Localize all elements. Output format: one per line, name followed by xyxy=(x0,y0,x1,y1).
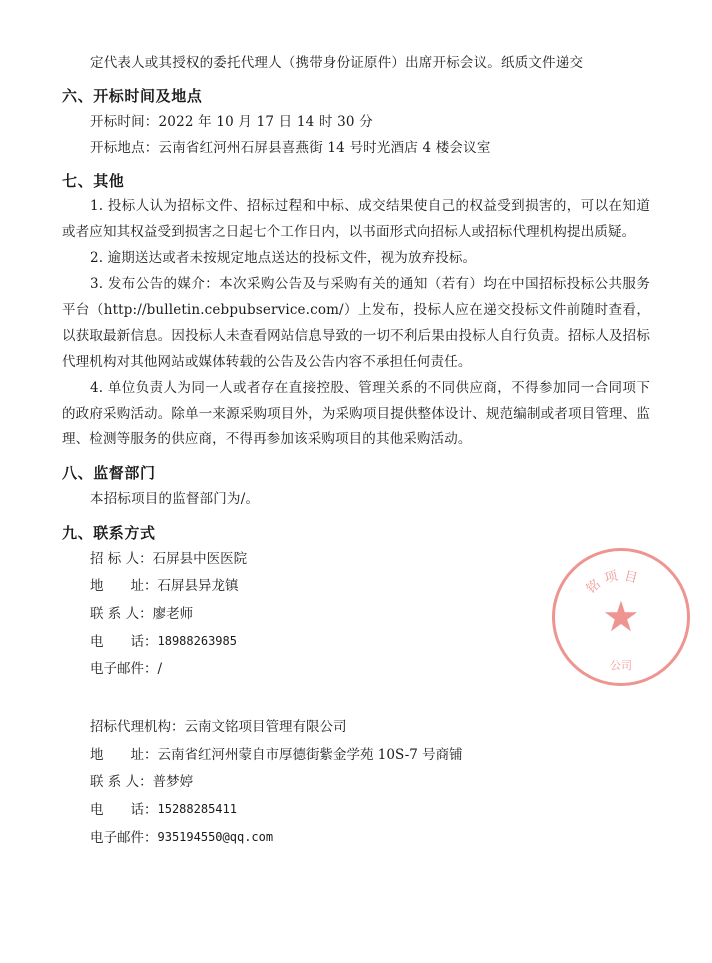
other-paragraph-3: 3. 发布公告的媒介：本次采购公告及与采购有关的通知（若有）均在中国招标投标公共服务平台（http://bulletin.cebpubservice.com/）上发布，投标人应在递交投标文件前随时查看，以获取最新信息。因投标人未查看网站信息导致的一切不利后果由投标人自行负责。招标人及招标代理机构对其他网站或媒体转载的公告及公告内容不承担任何责任。 xyxy=(62,275,650,370)
contact-value: 18988263985 xyxy=(157,633,237,648)
contact-row-tenderer-phone xyxy=(62,629,650,657)
contact-label: 地 址： xyxy=(90,746,158,763)
seal-char-3: 目 xyxy=(622,568,639,587)
bid-opening-place: 开标地点：云南省红河州石屏县喜燕街 14 号时光酒店 4 楼会议室 xyxy=(90,139,491,156)
supervision-department-text: 本招标项目的监督部门为/。 xyxy=(90,491,260,508)
contact-label: 电子邮件： xyxy=(90,829,158,846)
seal-bottom-text: 公司 xyxy=(610,659,632,672)
contact-row-tenderer-name xyxy=(62,546,650,574)
contact-label: 地 址： xyxy=(90,578,158,595)
contact-row-agency-phone xyxy=(62,797,650,825)
section-heading-6: 六、开标时间及地点 xyxy=(62,86,203,105)
contact-label: 电 话： xyxy=(90,633,158,650)
other-paragraph-2: 2. 逾期送达或者未按规定地点送达的投标文件，视为放弃投标。 xyxy=(90,250,477,267)
contact-value: 云南省红河州蒙自市厚德街紫金学苑 10S-7 号商铺 xyxy=(157,746,463,763)
section-heading-8: 八、监督部门 xyxy=(62,464,156,483)
contact-label: 联 系 人： xyxy=(90,605,153,622)
section-heading-7: 七、其他 xyxy=(62,172,125,191)
contact-row-agency-email xyxy=(62,825,650,853)
contact-label: 电子邮件： xyxy=(90,661,158,678)
seal-char-1: 铭 xyxy=(584,576,604,597)
contact-label: 招标代理机构： xyxy=(90,718,185,735)
other-paragraph-1: 1. 投标人认为招标文件、招标过程和中标、成交结果使自己的权益受到损害的，可以在知道或者应知其权益受到损害之日起七个工作日内，以书面形式向招标人或招标代理机构提出质疑。 xyxy=(62,198,650,241)
contact-value: 石屏县异龙镇 xyxy=(157,578,239,595)
contact-value: / xyxy=(157,661,163,678)
bid-opening-time: 开标时间：2022 年 10 月 17 日 14 时 30 分 xyxy=(90,113,373,130)
contact-row-tenderer-email xyxy=(62,656,650,684)
contact-label: 招 标 人： xyxy=(90,550,153,567)
contact-row-tenderer-person xyxy=(62,601,650,629)
seal-star-icon: ★ xyxy=(602,592,640,641)
contact-value: 云南文铭项目管理有限公司 xyxy=(184,718,347,735)
seal-char-2: 项 xyxy=(603,568,620,587)
continuation-paragraph: 定代表人或其授权的委托代理人（携带身份证原件）出席开标会议。纸质文件递交 xyxy=(90,55,584,71)
contact-label: 联 系 人： xyxy=(90,774,153,791)
contact-value: 石屏县中医医院 xyxy=(152,550,248,567)
contact-label: 电 话： xyxy=(90,802,158,818)
contact-value: 15288285411 xyxy=(157,802,237,816)
other-paragraph-4: 4. 单位负责人为同一人或者存在直接控股、管理关系的不同供应商，不得参加同一合同项下的政府采购活动。除单一来源采购项目外，为采购项目提供整体设计、规范编制或者项目管理、监理、检测等服务的供应商，不得再参加该采购项目的其他采购活动。 xyxy=(62,379,650,448)
contact-row-agency-address xyxy=(62,742,650,770)
contact-value: 普梦婷 xyxy=(152,774,194,791)
contact-value: 廖老师 xyxy=(152,605,194,622)
contact-row-agency-name xyxy=(62,714,650,742)
section-heading-9: 九、联系方式 xyxy=(62,523,156,542)
contact-row-tenderer-address xyxy=(62,573,650,601)
contact-row-agency-person xyxy=(62,769,650,797)
contact-value: 935194550@qq.com xyxy=(157,829,274,844)
